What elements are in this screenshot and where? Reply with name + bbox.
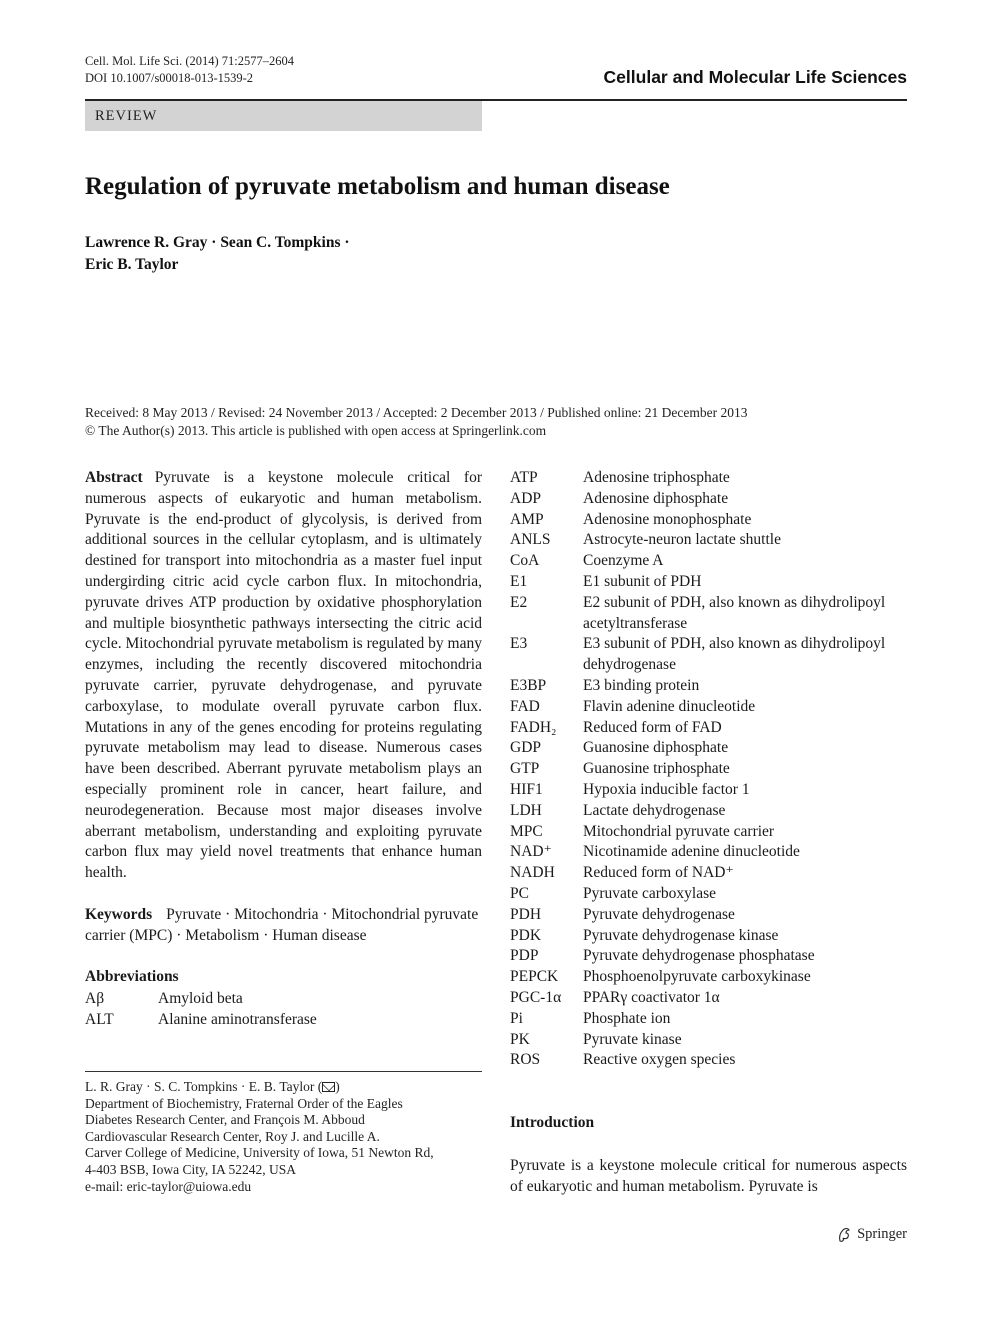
abbreviation-row: [510, 967, 907, 988]
author-affiliation: [85, 1079, 482, 1195]
abbreviation-row: [510, 634, 907, 676]
abbreviation-term: E2: [510, 593, 528, 611]
abbreviation-definition: Lactate dehydrogenase: [583, 801, 726, 819]
abbreviation-term: NAD⁺: [510, 843, 552, 861]
abbreviation-row: [510, 759, 907, 780]
springer-horse-icon: [837, 1227, 852, 1243]
abbreviation-definition: Coenzyme A: [583, 552, 664, 570]
abbreviation-row: [85, 989, 482, 1010]
abbreviation-term: GTP: [510, 760, 540, 778]
abbreviation-term: E3BP: [510, 676, 547, 694]
abbreviation-definition: PPARγ coactivator 1α: [583, 988, 720, 1006]
abbreviation-definition: Mitochondrial pyruvate carrier: [583, 822, 775, 840]
abbreviation-row: [510, 468, 907, 489]
abbreviation-definition: Adenosine triphosphate: [583, 469, 730, 486]
abstract-text: Pyruvate is a keystone molecule critical for numerous aspects of eukaryotic and human metabolism. Pyruvate is the end-product of glycolysis, is derived from additional sources in the cellular cytoplasm, and is ultimately destined for transport into mitochondria as a master fuel input undergirding citric acid cycle carbon flux. In mitochondria, pyruvate drives ATP production by oxidative phosphorylation and multiple biosynthetic pathways intersecting the citric acid cycle. Mitochondrial pyruvate metabolism is regulated by many enzymes, including the recently discovered mitochondria pyruvate carrier, pyruvate dehydrogenase, and pyruvate carboxylase, to modulate overall pyruvate carbon flux. Mutations in any of the genes encoding for proteins regulating pyruvate metabolism may lead to disease. Numerous cases have been described. Aberrant pyruvate metabolism plays an especially prominent role in cancer, heart failure, and neurodegeneration. Because most major diseases involve aberrant metabolism, understanding and exploiting pyruvate carbon flux may yield novel treatments that enhance human health.: [85, 469, 482, 882]
abbreviation-term: MPC: [510, 822, 543, 840]
abbreviation-definition: Pyruvate kinase: [583, 1030, 682, 1048]
abbreviation-term: ADP: [510, 489, 542, 507]
abbreviation-row: [510, 863, 907, 884]
abbreviation-term: HIF1: [510, 780, 543, 798]
abbreviation-row: [510, 822, 907, 843]
abbreviation-definition: Nicotinamide adenine dinucleotide: [583, 843, 800, 861]
abbreviation-definition: Adenosine monophosphate: [583, 510, 752, 528]
abbreviation-definition: Reduced form of FAD: [583, 718, 722, 736]
abbreviation-definition: E1 subunit of PDH: [583, 572, 702, 590]
abbreviations-heading: Abbreviations: [85, 968, 179, 985]
abbreviation-term: ROS: [510, 1051, 541, 1069]
abbreviation-term: CoA: [510, 552, 540, 570]
abbreviation-definition: Pyruvate carboxylase: [583, 884, 716, 902]
abbreviation-row: [510, 510, 907, 531]
copyright-line: © The Author(s) 2013. This article is published with open access at Springerlink.com: [85, 422, 547, 438]
affiliation-authors-close: ): [335, 1079, 340, 1094]
abbreviation-term: PDH: [510, 905, 542, 923]
abbreviation-term: PDK: [510, 926, 542, 944]
abbreviation-row: [510, 926, 907, 947]
keywords: [85, 905, 482, 947]
abbreviation-definition: Amyloid beta: [158, 990, 243, 1007]
abbreviation-row: [510, 593, 907, 635]
abbreviation-row: [510, 946, 907, 967]
abbreviation-term: PC: [510, 884, 529, 902]
footnote-divider: [85, 1071, 482, 1072]
abbreviation-definition: Adenosine diphosphate: [583, 489, 729, 507]
abbreviation-term: Aβ: [85, 990, 105, 1007]
abbreviation-definition: Hypoxia inducible factor 1: [583, 780, 750, 798]
abbreviation-term: FADH₂: [510, 718, 557, 736]
abbreviation-row: [510, 842, 907, 863]
abbreviation-definition: Pyruvate dehydrogenase: [583, 905, 735, 923]
abbreviation-definition: Pyruvate dehydrogenase phosphatase: [583, 947, 815, 965]
abbreviation-definition: Astrocyte-neuron lactate shuttle: [583, 531, 781, 549]
keywords-label: Keywords: [85, 906, 153, 923]
abbreviation-row: [510, 489, 907, 510]
abbreviation-definition: Reactive oxygen species: [583, 1051, 736, 1069]
publication-dates: [85, 404, 747, 439]
abbreviation-term: PK: [510, 1030, 530, 1048]
abbreviation-definition: Phosphate ion: [583, 1009, 671, 1027]
abbreviation-row: [510, 801, 907, 822]
abbreviation-definition: E2 subunit of PDH, also known as dihydrolipoyl acetyltransferase: [583, 593, 886, 632]
author-line: Eric B. Taylor: [85, 255, 179, 273]
citation-block: [85, 53, 294, 87]
abbreviation-row: [510, 697, 907, 718]
abbreviation-term: PDP: [510, 947, 539, 965]
abbreviation-definition: Pyruvate dehydrogenase kinase: [583, 926, 779, 944]
abbreviation-term: AMP: [510, 510, 544, 528]
abbreviation-definition: Flavin adenine dinucleotide: [583, 697, 756, 715]
abstract: [85, 468, 482, 884]
abbreviation-definition: E3 subunit of PDH, also known as dihydrolipoyl dehydrogenase: [583, 635, 886, 674]
abbreviation-term: ALT: [85, 1010, 114, 1028]
abbreviation-definition: Alanine aminotransferase: [158, 1010, 317, 1028]
abbreviation-term: PGC-1α: [510, 988, 562, 1006]
abbreviations-list-left: [85, 989, 482, 1031]
keywords-text: Pyruvate · Mitochondria · Mitochondrial pyruvate carrier (MPC) · Metabolism · Human disease: [85, 906, 479, 944]
abbreviation-definition: Phosphoenolpyruvate carboxykinase: [583, 968, 811, 986]
abbreviation-term: Pi: [510, 1009, 523, 1027]
abbreviation-row: [510, 905, 907, 926]
affiliation-authors-text: L. R. Gray · S. C. Tompkins · E. B. Taylor (: [85, 1079, 323, 1094]
article-title: Regulation of pyruvate metabolism and human disease: [85, 173, 670, 200]
abbreviations-list-right: [510, 468, 907, 1071]
abbreviation-row: [510, 676, 907, 697]
affiliation-line: Carver College of Medicine, University of Iowa, 51 Newton Rd,: [85, 1145, 434, 1161]
abbreviation-row: [510, 884, 907, 905]
abbreviation-term: ANLS: [510, 531, 551, 549]
abbreviation-row: [510, 738, 907, 759]
publisher-footer: [837, 1226, 907, 1243]
affiliation-line: Cardiovascular Research Center, Roy J. and Lucille A.: [85, 1128, 380, 1144]
abbreviation-row: [510, 1050, 907, 1071]
abbreviation-row: [510, 780, 907, 801]
affiliation-line: Department of Biochemistry, Fraternal Order of the Eagles: [85, 1095, 403, 1111]
abbreviation-term: E3: [510, 635, 528, 653]
abbreviation-definition: Reduced form of NAD⁺: [583, 864, 734, 882]
abbreviation-row: [510, 1009, 907, 1030]
abbreviation-row: [510, 530, 907, 551]
abbreviation-definition: Guanosine triphosphate: [583, 760, 730, 778]
abbreviation-term: NADH: [510, 864, 555, 882]
doi-line[interactable]: DOI 10.1007/s00018-013-1539-2: [85, 71, 254, 85]
envelope-icon: [322, 1082, 335, 1092]
abbreviation-row: [85, 1010, 482, 1031]
introduction-text: Pyruvate is a keystone molecule critical for numerous aspects of eukaryotic and human metabolism. Pyruvate is: [510, 1157, 907, 1195]
abbreviation-term: GDP: [510, 739, 542, 757]
citation-line: Cell. Mol. Life Sci. (2014) 71:2577–2604: [85, 54, 295, 68]
abbreviation-row: [510, 1030, 907, 1051]
abstract-label: Abstract: [85, 469, 143, 486]
abbreviation-term: E1: [510, 572, 528, 590]
author-line: Lawrence R. Gray · Sean C. Tompkins ·: [85, 234, 350, 251]
affiliation-line: 4-403 BSB, Iowa City, IA 52242, USA: [85, 1161, 297, 1177]
publisher-name: Springer: [857, 1226, 907, 1242]
abbreviation-term: ATP: [510, 469, 538, 486]
abbreviation-row: [510, 718, 907, 739]
abbreviation-row: [510, 551, 907, 572]
introduction-heading: Introduction: [510, 1114, 595, 1131]
abbreviation-definition: Guanosine diphosphate: [583, 739, 729, 757]
section-label: REVIEW: [85, 101, 482, 131]
abbreviation-row: [510, 572, 907, 593]
affiliation-authors: [85, 1079, 482, 1096]
email-link[interactable]: e-mail: eric-taylor@uiowa.edu: [85, 1178, 252, 1194]
affiliation-line: Diabetes Research Center, and François M. Abboud: [85, 1112, 365, 1128]
abbreviation-row: [510, 988, 907, 1009]
abbreviation-term: LDH: [510, 801, 542, 819]
dates-line: Received: 8 May 2013 / Revised: 24 November 2013 / Accepted: 2 December 2013 / Published online: 21 December 2013: [85, 405, 748, 420]
abbreviation-term: FAD: [510, 697, 540, 715]
abbreviation-term: PEPCK: [510, 968, 559, 986]
journal-name: Cellular and Molecular Life Sciences: [603, 67, 907, 87]
author-list: [85, 232, 350, 275]
abbreviation-definition: E3 binding protein: [583, 676, 700, 694]
